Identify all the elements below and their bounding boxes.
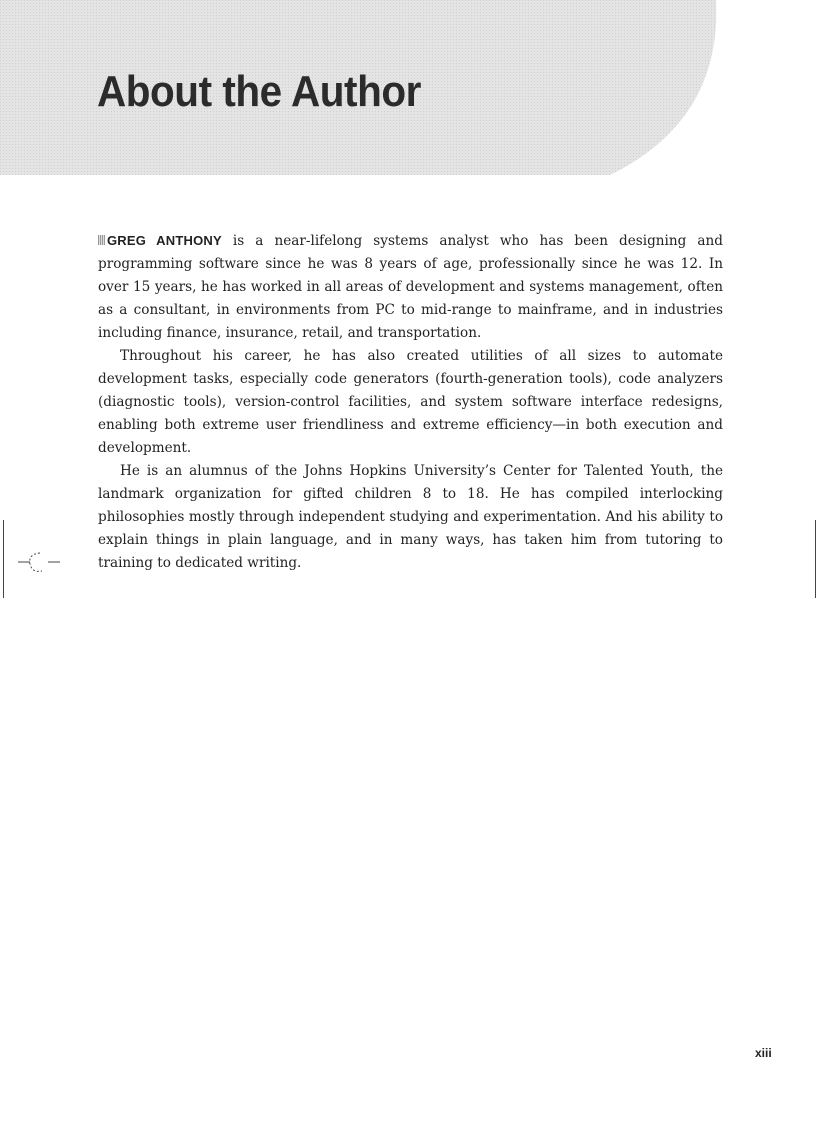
author-bio	[98, 229, 723, 575]
bio-paragraph-1	[98, 229, 723, 345]
author-name: GREG ANTHONY	[107, 233, 222, 248]
page-number: xiii	[755, 1046, 772, 1060]
registration-mark-icon	[18, 546, 66, 576]
bio-paragraph-3: He is an alumnus of the Johns Hopkins University’s Center for Talented Youth, the landmark organization for gifted children 8 to 18. He has compiled interlocking philosophies mostly through independent studying and experimentation. And his ability to explain things in plain language, and in many ways, has taken him from tutoring to training to dedicated writing.	[98, 463, 723, 571]
left-crop-mark	[3, 520, 4, 598]
bio-paragraph-1-text: is a near-lifelong systems analyst who has been designing and programming software since he was 8 years of age, professionally since he was 12. In over 15 years, he has worked in all areas of development and systems management, often as a consultant, in environments from PC to mid-range to mainframe, and in industries including finance, insurance, retail, and transportation.	[98, 233, 723, 341]
paragraph-lead-marker	[98, 235, 105, 245]
page-title: About the Author	[97, 67, 421, 116]
bio-paragraph-2: Throughout his career, he has also created utilities of all sizes to automate development tasks, especially code generators (fourth-generation tools), code analyzers (diagnostic tools), version-control facilities, and system software interface redesigns, enabling both extreme user friendliness and extreme efficiency—in both execution and development.	[98, 348, 723, 456]
